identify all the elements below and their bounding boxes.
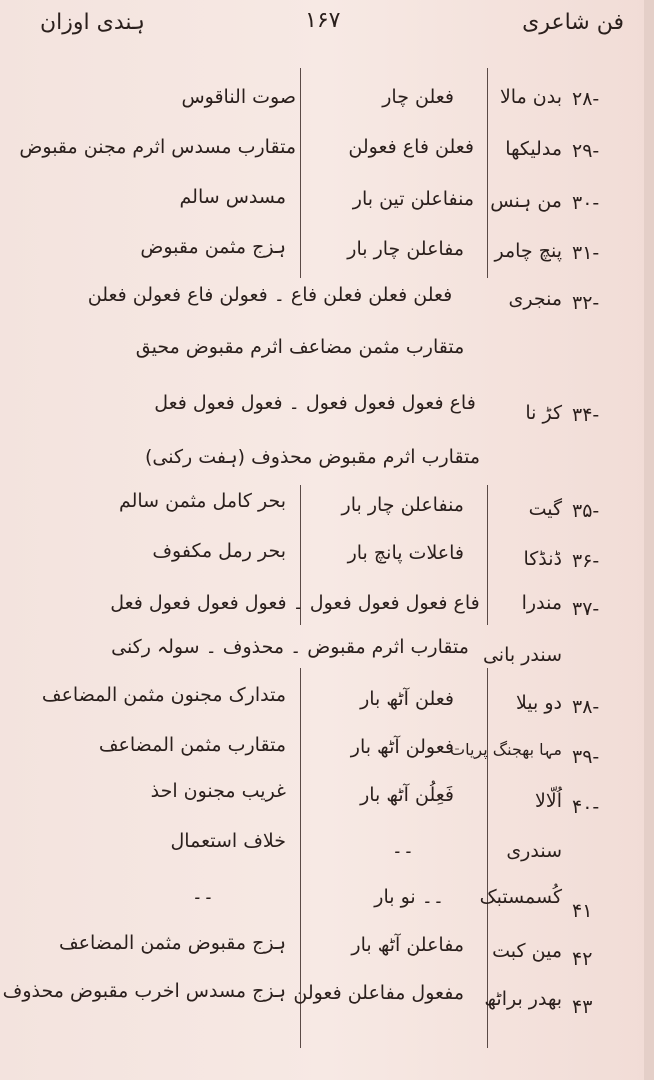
poem-form-name: کڑ نا	[525, 402, 562, 424]
meter-full: متقارب اثرم مقبوض محذوف (ہفت رکنی)	[145, 446, 480, 468]
row-number: -۳۸	[572, 696, 600, 718]
pattern-full: فاع فعول فعول فعول ۔ فعول فعول فعل	[154, 392, 476, 414]
row-number: -۳۷	[572, 598, 600, 620]
pattern: فاعلات پانچ بار	[347, 542, 464, 564]
meter: ۔۔	[191, 882, 214, 904]
pattern: مفاعلن آٹھ بار	[351, 934, 464, 956]
row-number: -۳۱	[572, 242, 600, 264]
poem-form-name: پنچ چامر	[494, 240, 562, 262]
header-chapter-title: ہندی اوزان	[40, 10, 145, 35]
poem-form-name: مہا بھجنگ پریات	[450, 740, 562, 759]
meter: ہزج مثمن مقبوض	[140, 236, 286, 258]
pattern: فعلن آٹھ بار	[360, 688, 454, 710]
row-number: ۴۳	[572, 996, 593, 1018]
poem-form-name: ڈنڈکا	[523, 548, 562, 570]
poem-form-name: بدن مالا	[499, 86, 562, 108]
row-number: -۳۲	[572, 292, 600, 314]
pattern-full: فاع فعول فعول فعول ۔ فعول فعول فعول فعل	[110, 592, 480, 614]
meter: متدارک مجنون مثمن المضاعف	[41, 684, 286, 706]
row-number: -۲۸	[572, 88, 600, 110]
pattern: مفاعلن چار بار	[347, 238, 464, 260]
row-number: -۴۰	[572, 796, 600, 818]
meter: بحر رمل مکفوف	[152, 540, 286, 562]
meter: ہزج مقبوض مثمن المضاعف	[59, 932, 286, 954]
poem-form-name: منجری	[508, 288, 562, 310]
header-book-title: فن شاعری	[522, 10, 624, 35]
pattern: منفاعلن تین بار	[352, 188, 474, 210]
poem-form-name: گیت	[528, 498, 562, 520]
meter: خلاف استعمال	[170, 830, 286, 852]
pattern: فعلن فاع فعولن	[348, 136, 474, 158]
poem-form-name: مدلیکھا	[505, 138, 562, 160]
pattern: مفعول مفاعلن فعولن	[293, 982, 464, 1004]
pattern: فعولن آٹھ بار	[350, 736, 454, 758]
meter-full: متقارب اثرم مقبوض ۔ محذوف ۔ سولہ رکنی	[111, 636, 469, 658]
poem-form-name: دو بیلا	[515, 692, 562, 714]
poem-form-name: اُلّالا	[535, 790, 562, 812]
meter: غریب مجنون احذ	[150, 780, 286, 802]
row-number: ۴۲	[572, 948, 593, 970]
pattern: فَعِلُن آٹھ بار	[360, 784, 454, 806]
poem-form-name: کُسمستبک	[479, 886, 562, 908]
poem-form-name: سندر بانی	[482, 644, 562, 666]
poem-form-name: من ہنس	[490, 190, 562, 212]
column-divider-name	[487, 485, 488, 625]
meter: صوت الناقوس	[181, 86, 296, 108]
row-number: -۲۹	[572, 140, 600, 162]
meter: ہزج مسدس اخرب مقبوض محذوف	[2, 980, 286, 1002]
pattern: منفاعلن چار بار	[341, 494, 464, 516]
meter: مسدس سالم	[179, 186, 286, 208]
pattern: ۔۔ نو بار	[374, 886, 444, 908]
meter-full: متقارب مثمن مضاعف اثرم مقبوض محیق	[135, 336, 465, 358]
pattern: ۔۔	[391, 836, 414, 858]
row-number: -۳۶	[572, 550, 600, 572]
poem-form-name: سندری	[506, 840, 562, 862]
poem-form-name: بھدر براٹھ	[484, 988, 562, 1010]
row-number: -۳۹	[572, 746, 600, 768]
row-number: -۳۵	[572, 500, 600, 522]
column-divider-pattern	[300, 68, 301, 278]
poem-form-name: مندرا	[521, 592, 562, 614]
meter: متقارب مثمن المضاعف	[98, 734, 286, 756]
row-number: ۴۱	[572, 900, 593, 922]
meter: متقارب مسدس اثرم مجنن مقبوض	[19, 136, 296, 158]
poem-form-name: مین کبت	[492, 940, 562, 962]
pattern-full: فعلن فعلن فعلن فاع ۔ فعولن فاع فعولن فعلن	[87, 284, 453, 306]
row-number: -۳۰	[572, 192, 600, 214]
page-edge	[644, 0, 654, 1080]
column-divider-name	[487, 68, 488, 278]
meter: بحر کامل مثمن سالم	[118, 490, 286, 512]
page-number: ۱۶۷	[305, 8, 341, 33]
row-number: -۳۴	[572, 404, 600, 426]
pattern: فعلن چار	[382, 86, 454, 108]
